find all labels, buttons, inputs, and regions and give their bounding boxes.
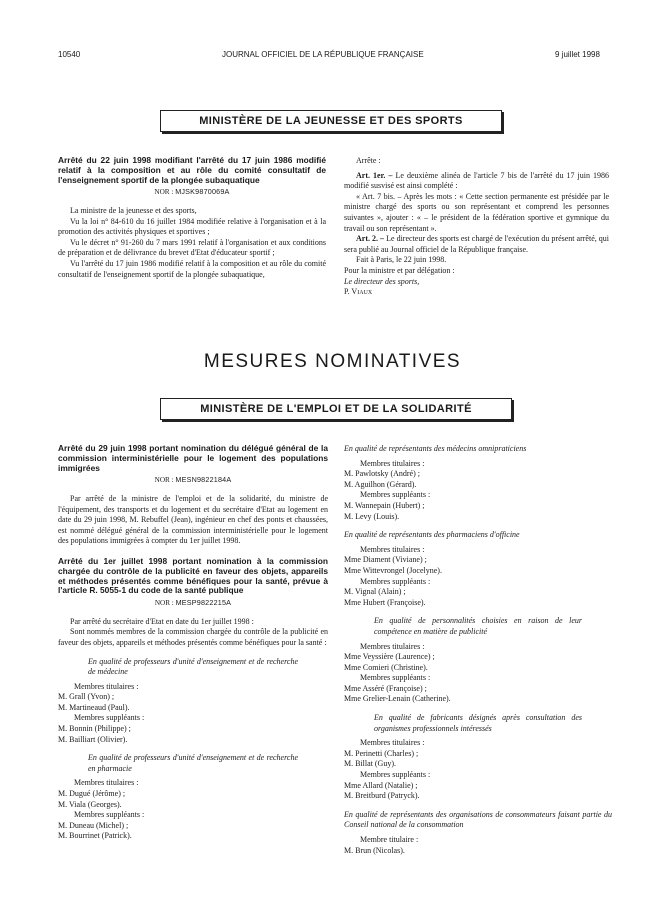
group-personnalites-publicite	[344, 616, 612, 705]
group-heading: En qualité de représentants des médecins omnipraticiens	[344, 444, 527, 453]
suppleants-label: Membres suppléants :	[360, 673, 431, 683]
suppleants-label: Membres suppléants :	[74, 713, 145, 723]
arrete2-text: Par arrêté de la ministre de l'emploi et de la solidarité, du ministre de l'équipement, des transports et du logement et du secrétaire d'Etat au logement en date du 29 juin 1998, M. Rebuffel (Jean), ingénieur en chef des ponts et chaussées, est nommé délégué général de la commission interministérielle pour le logement des populations immigrées à compter du 1er juillet 1998.	[58, 493, 328, 546]
group-heading: En qualité de personnalités choisies en raison de leur compétence en matière de publicité	[374, 616, 582, 636]
group-heading: En qualité de représentants des organisations de consommateurs faisant partie du Conseil national de la consommation	[344, 809, 612, 830]
fait-a-paris: Fait à Paris, le 22 juin 1998.	[356, 255, 447, 265]
member-name: M. Duneau (Michel) ;	[58, 820, 129, 830]
nor-label: NOR :	[154, 599, 174, 608]
ministry-heading-jeunesse-sports: MINISTÈRE DE LA JEUNESSE ET DES SPORTS	[160, 110, 502, 132]
member-name: Mme Comieri (Christine).	[344, 662, 428, 672]
member-name: M. Bourrinet (Patrick).	[58, 831, 132, 841]
titulaires-label: Membres titulaires :	[360, 641, 425, 651]
titulaires-label: Membres titulaires :	[74, 681, 139, 691]
arrete1-right-column	[344, 156, 609, 298]
arrete1-para: Vu le décret n° 91-260 du 7 mars 1991 relatif à l'organisation et aux conditions de préparation et de délivrance du brevet d'Etat d'éducateur sportif ;	[58, 237, 326, 258]
member-name: M. Perinetti (Charles) ;	[344, 748, 419, 758]
member-name: M. Brun (Nicolas).	[344, 845, 405, 855]
member-name: Mme Grelier-Lenain (Catherine).	[344, 694, 451, 704]
arrete1-para: Vu l'arrêté du 17 juin 1986 modifié relatif à la composition et au rôle du comité consultatif de l'enseignement sportif de la plongée subaquatique,	[58, 258, 326, 279]
arrete1-para: Vu la loi n° 84-610 du 16 juillet 1984 modifiée relative à l'organisation et à la promotion des activités physiques et sportives ;	[58, 216, 326, 237]
member-name: Mme Allard (Natalie) ;	[344, 780, 418, 790]
arrete3-intro-1: Par arrêté du secrétaire d'Etat en date du 1er juillet 1998 :	[70, 616, 254, 626]
suppleants-label: Membres suppléants :	[74, 810, 145, 820]
member-name: M. Aguilhon (Gérard).	[344, 479, 417, 489]
article-2-text: Le directeur des sports est chargé de l'exécution du présent arrêté, qui sera publié au Journal officiel de la République française.	[344, 234, 610, 254]
arrete1-nor	[58, 187, 326, 198]
member-name: Mme Asséré (Françoise) ;	[344, 683, 427, 693]
arrete-word: Arrête :	[356, 156, 381, 165]
arrete3-title: Arrêté du 1er juillet 1998 portant nomination à la commission chargée du contrôle de la publicité en faveur des objets, appareils et méthodes présentés comme bénéfiques pour la santé, prévue à l'article R. 5055-1 du code de la santé publique	[58, 555, 328, 596]
titulaires-label: Membres titulaires :	[74, 778, 139, 788]
member-name: M. Levy (Louis).	[344, 511, 400, 521]
arrete3-nor	[58, 598, 328, 609]
group-heading: En qualité de représentants des pharmaciens d'officine	[344, 530, 520, 540]
article-2	[344, 234, 609, 255]
page-number: 10540	[58, 50, 81, 59]
member-name: M. Wannepain (Hubert) ;	[344, 500, 425, 510]
group-heading: En qualité de professeurs d'unité d'enseignement et de recherche de médecine	[88, 656, 298, 677]
arrete2-nor	[58, 475, 328, 486]
nor-code: MESN9822184A	[175, 475, 232, 485]
arrete2-title: Arrêté du 29 juin 1998 portant nomination du délégué général de la commission interministérielle pour le logement des populations immigrées	[58, 443, 328, 473]
group-medecine	[58, 657, 328, 746]
nor-code: MESP9822215A	[175, 598, 232, 608]
member-name: Mme Wittevrongel (Jocelyne).	[344, 565, 442, 575]
group-pharmaciens-officine	[344, 530, 612, 608]
nor-label: NOR :	[154, 188, 174, 197]
member-name: M. Vignal (Alain) ;	[344, 587, 406, 597]
member-name: M. Bonnin (Philippe) ;	[58, 724, 131, 734]
section-title: MESURES NOMINATIVES	[203, 351, 462, 372]
member-name: Mme Veyssière (Laurence) ;	[344, 652, 435, 662]
member-name: Mme Hubert (Françoise).	[344, 597, 426, 607]
article-2-label: Art. 2. –	[356, 234, 385, 244]
arrete1-title: Arrêté du 22 juin 1998 modifiant l'arrêté du 17 juin 1986 modifié relatif à la composition et au rôle du comité consultatif de l'enseignement sportif de la plongée subaquatique	[58, 155, 326, 185]
ministry-heading-emploi-solidarite: MINISTÈRE DE L'EMPLOI ET DE LA SOLIDARITÉ	[160, 398, 512, 420]
suppleants-label: Membres suppléants :	[360, 490, 431, 500]
member-name: M. Billat (Guy).	[344, 759, 396, 769]
article-1-quote: « Art. 7 bis. – Après les mots : « Cette section permanente est présidée par le ministre chargé des sports ou son représentant et comprend les personnes suivantes », ajouter : « – le président de la fédération sportive et gymnique du travail ou son représentant ».	[344, 191, 609, 233]
arrete1-para: La ministre de la jeunesse et des sports,	[70, 205, 197, 215]
titulaire-label: Membre titulaire :	[360, 835, 419, 844]
nor-code: MJSK9870069A	[175, 187, 230, 197]
journal-title: JOURNAL OFFICIEL DE LA RÉPUBLIQUE FRANÇAISE	[222, 50, 424, 59]
group-fabricants	[344, 713, 612, 802]
article-1-text: Le deuxième alinéa de l'article 7 bis de l'arrêté du 17 juin 1986 modifié susvisé est ainsi complété :	[344, 170, 610, 191]
group-pharmacie	[58, 753, 328, 842]
signature-line-1: Pour la ministre et par délégation :	[344, 265, 455, 275]
arrete1-left-column	[58, 156, 326, 280]
article-1-label: Art. 1er. –	[356, 170, 393, 180]
member-name: M. Martineaud (Paul).	[58, 702, 130, 712]
member-name: M. Grall (Yvon) ;	[58, 692, 115, 702]
group-heading: En qualité de professeurs d'unité d'enseignement et de recherche en pharmacie	[88, 753, 298, 773]
group-consommateurs	[344, 810, 612, 856]
member-name: Mme Diament (Viviane) ;	[344, 555, 427, 565]
issue-date: 9 juillet 1998	[555, 50, 600, 59]
group-heading: En qualité de fabricants désignés après consultation des organismes professionnels intéressés	[374, 713, 582, 733]
member-name: M. Pawlotsky (André) ;	[344, 469, 420, 479]
titulaires-label: Membres titulaires :	[360, 544, 425, 554]
titulaires-label: Membres titulaires :	[360, 738, 425, 748]
signature-line-2: Le directeur des sports,	[344, 276, 420, 286]
member-name: M. Bailliart (Olivier).	[58, 734, 128, 744]
member-name: M. Viala (Georges).	[58, 799, 122, 809]
signature-name: P. Viaux	[344, 287, 373, 297]
suppleants-label: Membres suppléants :	[360, 576, 431, 586]
nor-label: NOR :	[154, 476, 174, 485]
member-name: M. Dugué (Jérôme) ;	[58, 789, 126, 799]
titulaires-label: Membres titulaires :	[360, 458, 425, 468]
article-1	[344, 171, 609, 192]
member-name: M. Breitburd (Patryck).	[344, 791, 420, 801]
group-medecins-omnipraticiens	[344, 444, 612, 522]
suppleants-label: Membres suppléants :	[360, 770, 431, 780]
lower-left-column	[58, 444, 328, 842]
arrete3-intro-2: Sont nommés membres de la commission chargée du contrôle de la publicité en faveur des objets, appareils et méthodes présentés comme bénéfiques pour la santé :	[58, 627, 328, 647]
lower-right-column	[344, 444, 612, 856]
